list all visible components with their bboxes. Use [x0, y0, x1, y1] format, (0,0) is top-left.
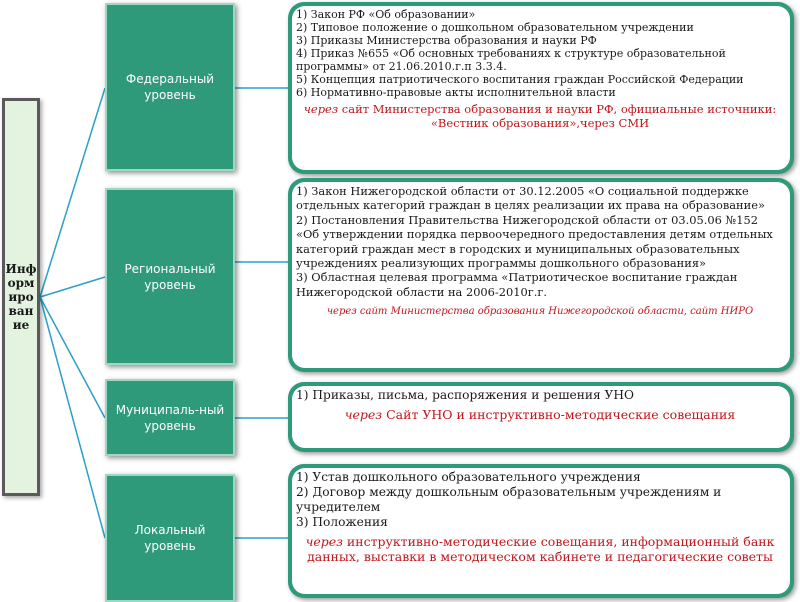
local-item: 2) Договор между дошкольным образовательным учреждениям и учредителем [296, 485, 722, 514]
root-node [2, 98, 40, 496]
root-label: Информирование [5, 262, 37, 332]
connector-root-municipal [40, 297, 105, 418]
federal-item: 3) Приказы Министерства образования и науки РФ [296, 34, 597, 47]
federal-item: 6) Нормативно-правовые акты исполнительной власти [296, 86, 616, 99]
level-federal [105, 3, 235, 171]
level-local [105, 474, 235, 602]
federal-item: 5) Концепция патриотического воспитания граждан Российской Федерации [296, 73, 744, 86]
info-regional [288, 178, 794, 372]
level-regional-label: Региональный уровень [124, 261, 216, 292]
local-item: 1) Устав дошкольного образовательного учреждения [296, 470, 641, 484]
federal-channel: через сайт Министерства образования и науки РФ, официальные источники: «Вестник образования»,через СМИ [303, 102, 777, 130]
info-local [288, 464, 794, 598]
connector-root-regional [40, 277, 105, 297]
regional-channel: через сайт Министерства образования Нижегородской области, сайт НИРО [326, 306, 754, 318]
regional-item: 1) Закон Нижегородской области от 30.12.2005 «О социальной поддержке отдельных категорий граждан в целях реализации их права на образование» [296, 184, 765, 213]
regional-item: 3) Областная целевая программа «Патриотическое воспитание граждан Нижегородской области на 2006-2010г.г. [296, 270, 738, 299]
level-municipal [105, 379, 235, 456]
level-municipal-label: Муниципаль-ный уровень [115, 402, 225, 433]
info-municipal [288, 382, 794, 452]
municipal-item: 1) Приказы, письма, распоряжения и решения УНО [296, 388, 634, 402]
level-federal-label: Федеральный уровень [125, 72, 215, 102]
federal-item: 4) Приказ №655 «Об основных требованиях к структуре образовательной программы» от 21.06.2010.г.п 3.3.4. [296, 47, 726, 73]
level-regional [105, 188, 235, 365]
federal-item: 2) Типовое положение о дошкольном образовательном учреждении [296, 21, 694, 34]
info-federal [288, 2, 794, 174]
regional-item: 2) Постановления Правительства Нижегородской области от 03.05.06 №152 «Об утверждении порядка первоочередного предоставления детям отдельных категорий граждан мест в городских и муниципальных образовательных учреждениях реализующих программы дошкольного образования» [296, 212, 773, 271]
municipal-channel: через Сайт УНО и инструктивно-методические совещания [344, 407, 736, 422]
level-local-label: Локальный уровень [134, 523, 206, 553]
local-channel: через инструктивно-методические совещания, информационный банк данных, выставки в методическом кабинете и педагогические советы [305, 534, 775, 564]
connector-root-federal [40, 88, 105, 297]
connector-root-local [40, 297, 105, 538]
federal-item: 1) Закон РФ «Об образовании» [296, 8, 476, 21]
local-item: 3) Положения [296, 515, 388, 529]
